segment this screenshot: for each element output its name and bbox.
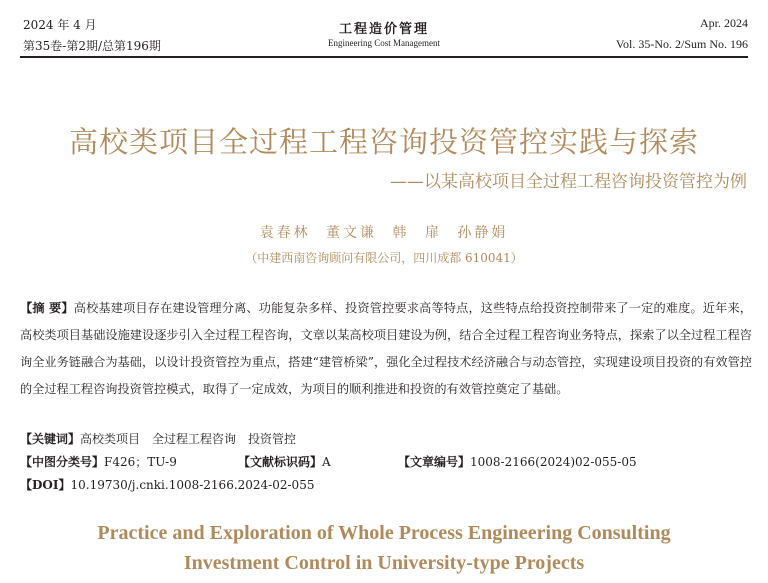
article-title-en-line-1: Practice and Exploration of Whole Process Engineering Consulting <box>97 522 671 544</box>
article-title-en-line-2: Investment Control in University-type Projects <box>183 552 585 574</box>
journal-name-en: Engineering Cost Management <box>328 38 440 48</box>
doc-code-label: 【文献标识码】 <box>238 455 323 469</box>
keywords-line <box>20 430 296 447</box>
author-affiliation: （中建西南咨询顾问有限公司，四川成都 610041） <box>245 251 523 265</box>
article-title-cn: 高校类项目全过程工程咨询投资管控实践与探索 <box>68 125 699 159</box>
issue-volume-cn: 第35卷-第2期/总第196期 <box>23 39 161 53</box>
doc-code-value: A <box>322 455 331 469</box>
abstract <box>20 295 752 403</box>
header-rule <box>20 56 748 58</box>
article-no-value: 1008-2166(2024)02-055-05 <box>470 455 637 469</box>
clc-label: 【中图分类号】 <box>20 455 105 469</box>
doi-line <box>20 476 314 493</box>
article-subtitle-cn: ——以某高校项目全过程工程咨询投资管控为例 <box>390 172 747 192</box>
keywords-label: 【关键词】 <box>20 432 81 446</box>
author-list: 袁春林 董文谦 韩 扉 孙静娟 <box>259 225 509 241</box>
issue-date-cn: 2024 年 4 月 <box>23 18 97 32</box>
issue-date-en: Apr. 2024 <box>700 16 748 30</box>
article-title-en <box>0 518 768 578</box>
classification-line <box>20 453 637 470</box>
doi-label: 【DOI】 <box>20 478 71 492</box>
abstract-label: 【摘 要】 <box>20 301 74 315</box>
article-no-label: 【文章编号】 <box>398 455 471 469</box>
abstract-text: 高校基建项目存在建设管理分离、功能复杂多样、投资管控要求高等特点，这些特点给投资控制带来了一定的难度。近年来，高校类项目基础设施建设逐步引入全过程工程咨询，文章以某高校项目建设为例，结合全过程工程咨询业务特点，探索了以全过程工程咨询全业务链融合为基础，以设计投资管控为重点，搭建“建管桥梁”，强化全过程技术经济融合与动态管控，实现建设项目投资的有效管控的全过程工程咨询投资管控模式，取得了一定成效，为项目的顺利推进和投资的有效管控奠定了基础。 <box>20 301 752 396</box>
journal-name-cn: 工程造价管理 <box>338 22 429 37</box>
journal-header <box>0 0 768 58</box>
clc-value: F426；TU-9 <box>104 455 177 469</box>
doi-value: 10.19730/j.cnki.1008-2166.2024-02-055 <box>70 478 315 492</box>
issue-volume-en: Vol. 35-No. 2/Sum No. 196 <box>615 37 748 51</box>
keywords-value: 高校类项目 全过程工程咨询 投资管控 <box>80 432 297 446</box>
